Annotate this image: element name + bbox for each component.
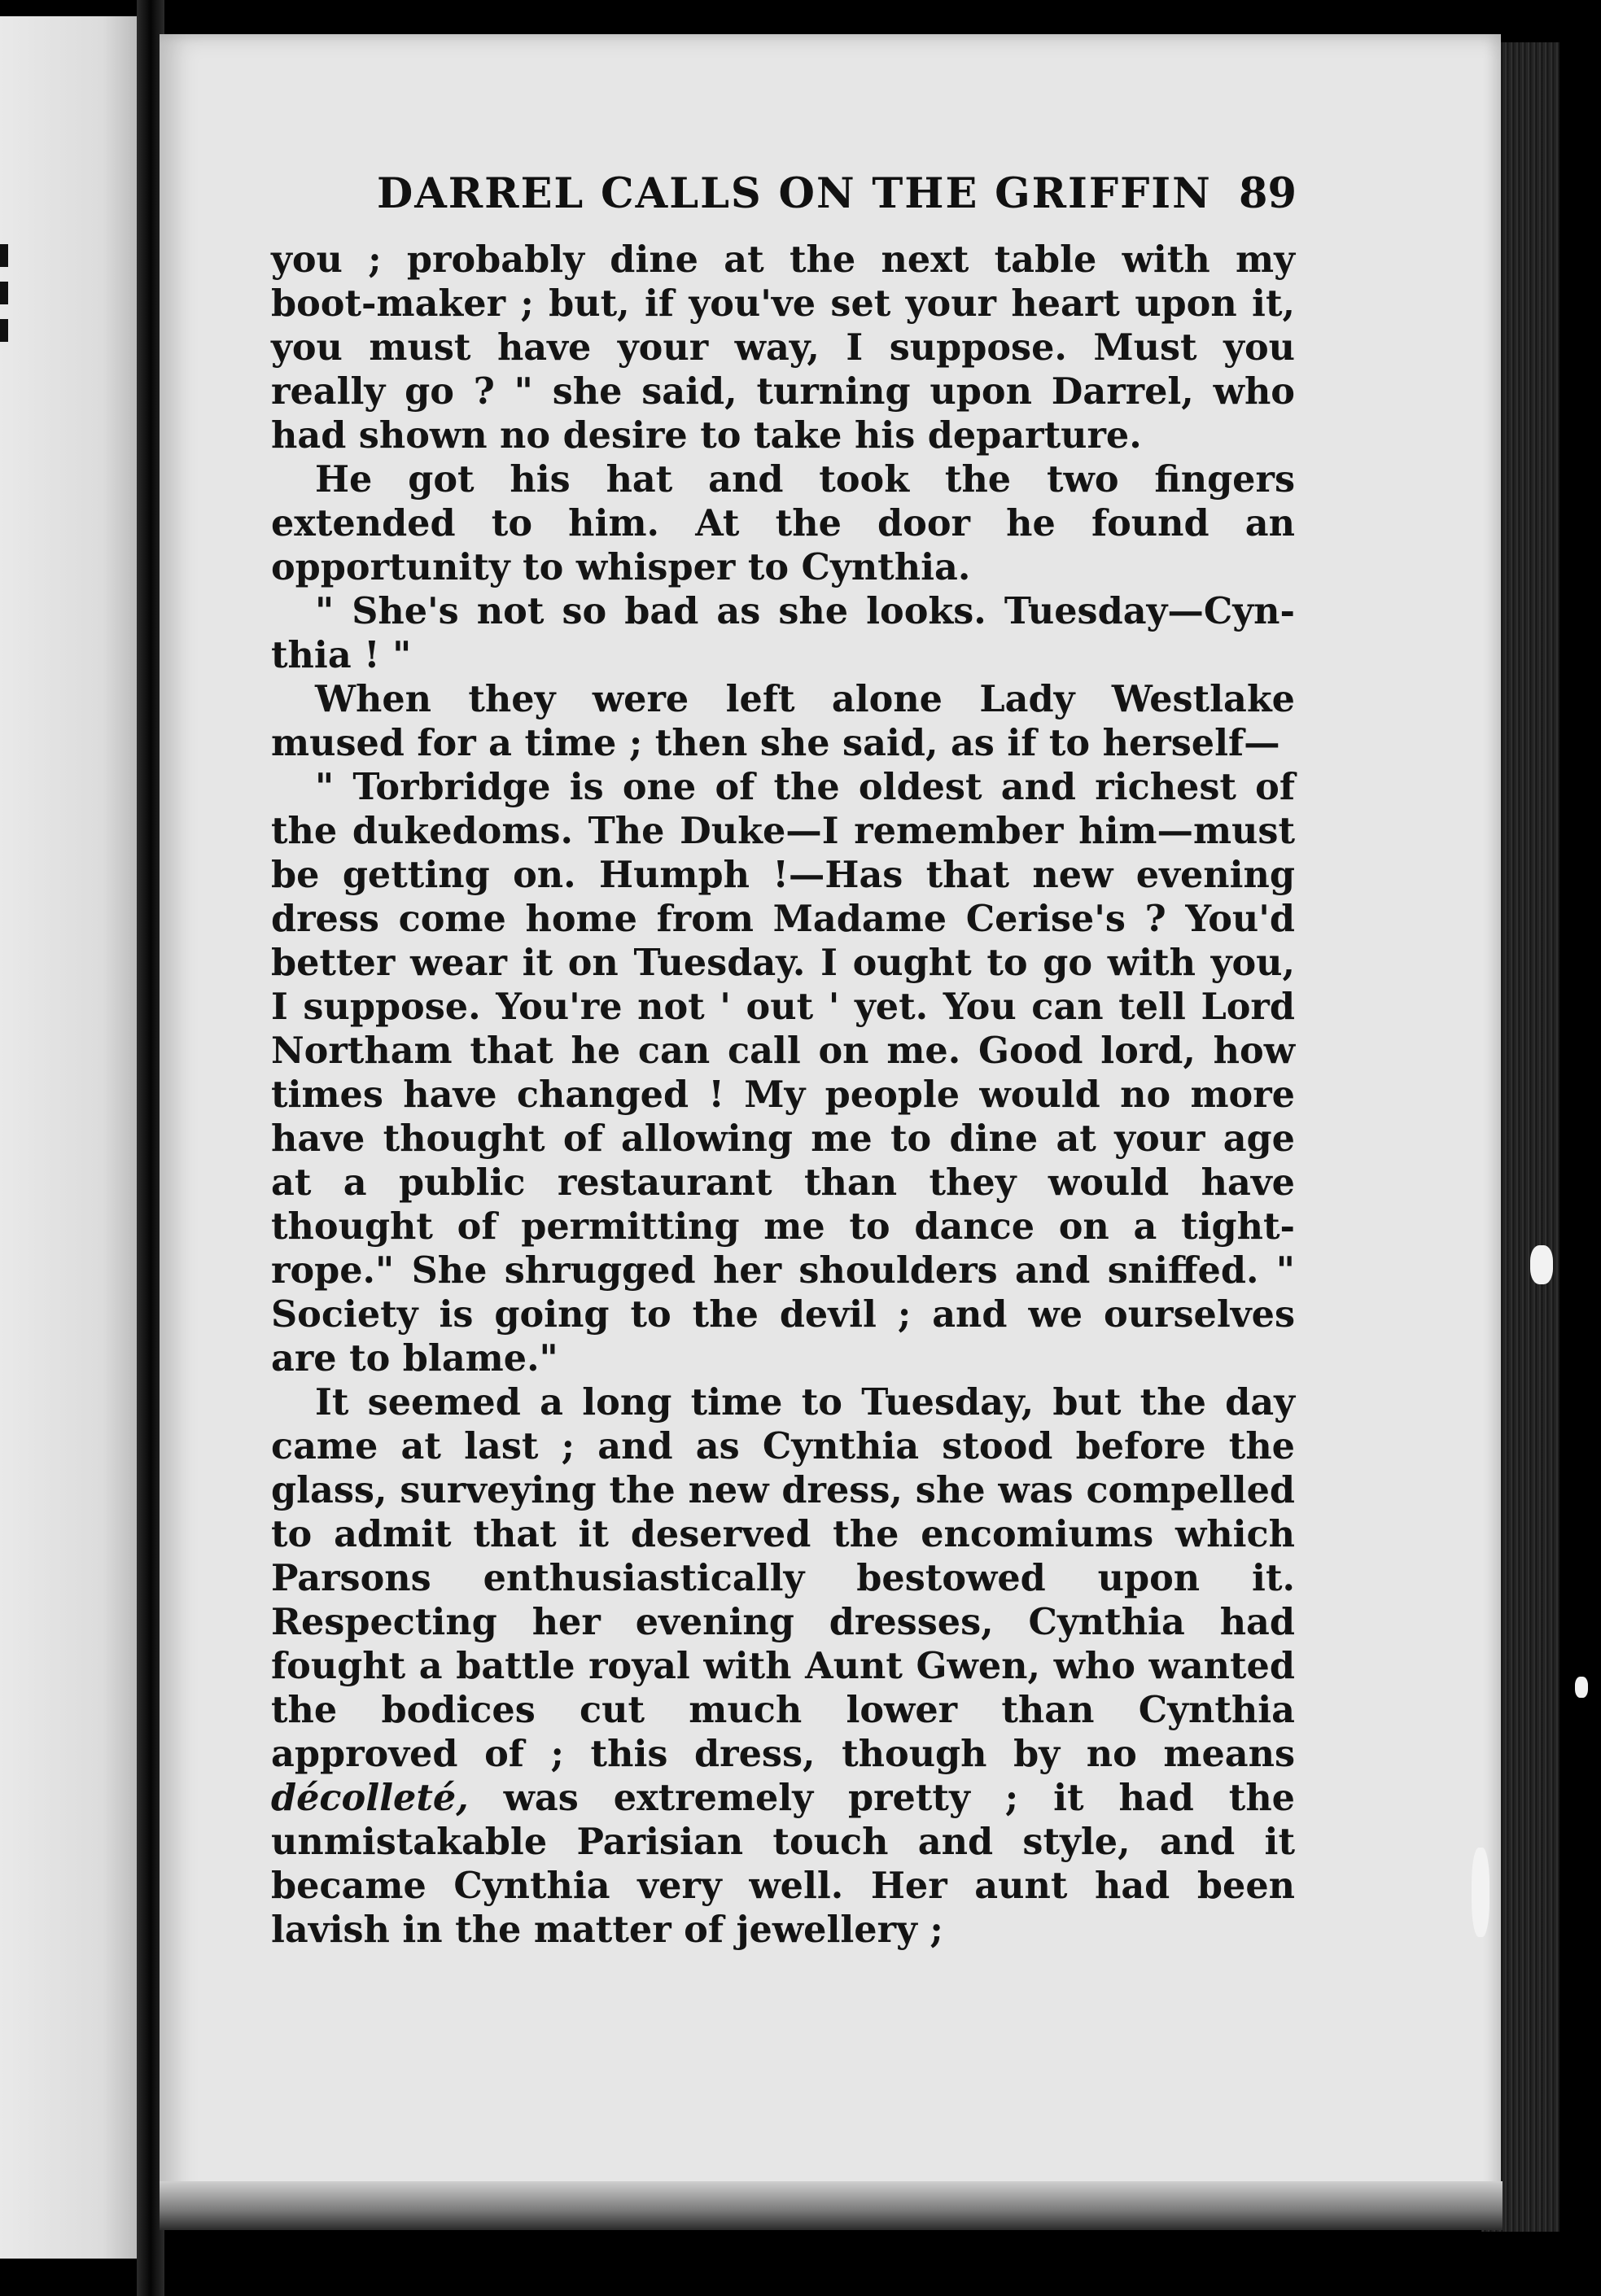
page-bottom-edge [160, 2181, 1503, 2230]
scan-speck [1575, 1677, 1588, 1698]
page-number: 89 [1239, 169, 1297, 218]
paragraph [271, 1380, 1295, 1952]
body-text [271, 238, 1295, 1952]
scan-speck [1472, 1848, 1489, 1937]
italic-word: décolleté, [271, 1777, 469, 1819]
paragraph-text: was extremely pretty ; it had the unmistakable Parisian touch and style, and it became Cynthia very well. Her aunt had been lavish in the matter of jewellery ; [271, 1777, 1295, 1951]
paragraph: you ; probably dine at the next table with my boot-maker ; but, if you've set your heart upon it, you must have your way, I suppose. Must you really go ? " she said, turning upon Darrel, who had shown no desire to take his departure. [271, 238, 1295, 457]
paragraph: When they were left alone Lady Westlake mused for a time ; then she said, as if to herself— [271, 678, 1295, 764]
left-facing-page-edge [0, 16, 137, 2259]
paragraph: " She's not so bad as she looks. Tuesday—Cyn-thia ! " [271, 590, 1295, 676]
paragraph: " Torbridge is one of the oldest and richest of the dukedoms. The Duke—I remember him—must be getting on. Humph !—Has that new evening dress come home from Madame Cerise's ? You'd better wear it on Tuesday. I ought to go with you, I suppose. You're not ' out ' yet. You can tell Lord Northam that he can call on me. Good lord, how times have changed ! My people would no more have thought of allowing me to dine at your age at a public restaurant than they would have thought of permitting me to dance on a tight-rope." She shrugged her shoulders and sniffed. " Society is going to the devil ; and we ourselves are to blame." [271, 766, 1295, 1380]
left-page-text-fragments [0, 244, 11, 374]
running-title: DARREL CALLS ON THE GRIFFIN [377, 169, 1212, 218]
paragraph: He got his hat and took the two fingers extended to him. At the door he found an opportunity to whisper to Cynthia. [271, 458, 1295, 588]
running-header [377, 169, 1297, 218]
paragraph-text: It seemed a long time to Tuesday, but the day came at last ; and as Cynthia stood before the glass, surveying the new dress, she was compelled to admit that it deserved the encomiums which Parsons enthusiastically bestowed upon it. Respecting her evening dresses, Cynthia had fought a battle royal with Aunt Gwen, who wanted the bodices cut much lower than Cynthia approved of ; this dress, though by no means [271, 1381, 1295, 1775]
scan-speck [1530, 1245, 1553, 1284]
